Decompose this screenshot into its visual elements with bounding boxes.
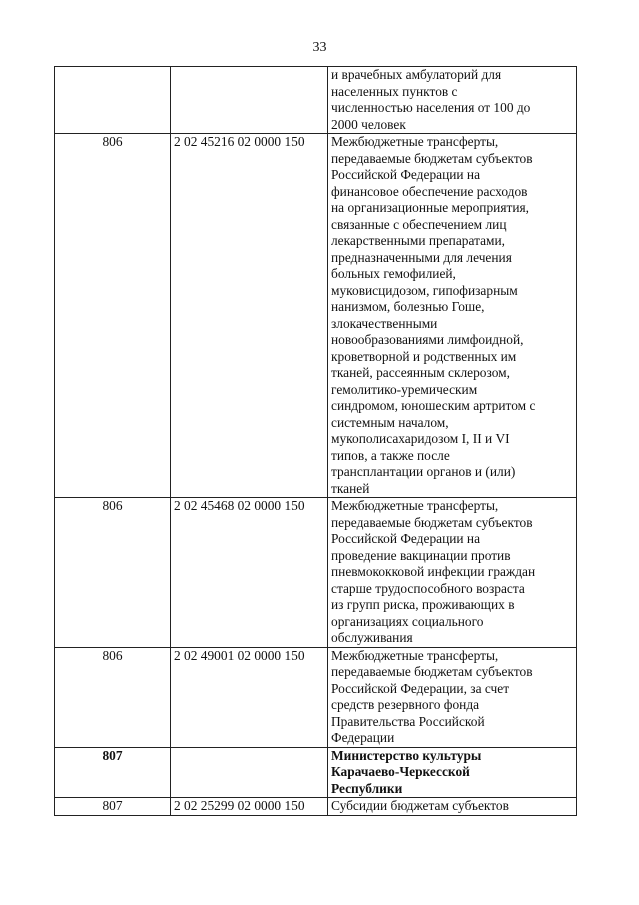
description-line: Федерации — [331, 730, 395, 745]
description-line: синдромом, юношеским артритом с — [331, 398, 536, 413]
description-line: численностью населения от 100 до — [331, 100, 531, 115]
description-line: проведение вакцинации против — [331, 547, 511, 563]
description-line: предназначенными для лечения — [331, 249, 512, 265]
description-line: средств резервного фонда — [331, 697, 480, 712]
description-line: пневмококковой инфекции граждан — [331, 564, 536, 579]
description-line: типов, а также после — [331, 447, 450, 463]
description-cell — [328, 747, 577, 798]
description-line: Межбюджетные трансферты, — [331, 647, 499, 663]
table-row — [55, 498, 577, 648]
description-line: Субсидии бюджетам субъектов — [331, 798, 509, 813]
admin-code-cell: 806 — [55, 498, 171, 648]
description-line: Межбюджетные трансферты, — [331, 498, 499, 513]
revenue-code-cell — [171, 747, 328, 798]
description-line: Республики — [331, 780, 403, 796]
revenue-code-cell: 2 02 25299 02 0000 150 — [171, 798, 328, 816]
admin-code-cell: 807 — [55, 747, 171, 798]
description-line: Правительства Российской — [331, 713, 485, 729]
description-line: системным началом, — [331, 414, 449, 430]
description-line: из групп риска, проживающих в — [331, 597, 515, 612]
description-line: мукополисахаридозом I, II и VI — [331, 431, 510, 446]
description-line: кроветворной и родственных им — [331, 348, 517, 364]
table-row — [55, 67, 577, 134]
description-cell — [328, 647, 577, 747]
description-cell — [328, 134, 577, 498]
description-line: старше трудоспособного возраста — [331, 580, 525, 596]
description-cell — [328, 798, 577, 816]
admin-code-cell: 807 — [55, 798, 171, 816]
description-line: муковисцидозом, гипофизарным — [331, 282, 518, 298]
table-body — [55, 67, 577, 816]
revenue-code-cell — [171, 67, 328, 134]
description-cell — [328, 498, 577, 648]
description-line: тканей — [331, 480, 370, 496]
description-line: Российской Федерации, за счет — [331, 680, 510, 696]
description-line: гемолитико-уремическим — [331, 381, 478, 397]
admin-code-cell: 806 — [55, 134, 171, 498]
description-line: злокачественными — [331, 315, 438, 331]
table-row — [55, 747, 577, 798]
description-line: финансовое обеспечение расходов — [331, 183, 528, 199]
revenue-code-cell: 2 02 45468 02 0000 150 — [171, 498, 328, 648]
description-line: нанизмом, болезнью Гоше, — [331, 299, 485, 314]
description-line: организациях социального — [331, 613, 484, 629]
description-line: Межбюджетные трансферты, — [331, 134, 499, 149]
description-line: новообразованиями лимфоидной, — [331, 332, 524, 347]
description-line: связанные с обеспечением лиц — [331, 216, 507, 232]
description-line: Министерство культуры — [331, 747, 482, 763]
description-line: лекарственными препаратами, — [331, 233, 506, 248]
description-line: на организационные мероприятия, — [331, 200, 530, 215]
table-row — [55, 798, 577, 816]
revenue-code-cell: 2 02 49001 02 0000 150 — [171, 647, 328, 747]
description-line: передаваемые бюджетам субъектов — [331, 514, 533, 530]
admin-code-cell: 806 — [55, 647, 171, 747]
description-line: и врачебных амбулаторий для — [331, 67, 502, 82]
table-row — [55, 134, 577, 498]
budget-classification-table — [54, 66, 577, 816]
description-line: передаваемые бюджетам субъектов — [331, 150, 533, 166]
description-line: населенных пунктов с — [331, 83, 458, 99]
revenue-code-cell: 2 02 45216 02 0000 150 — [171, 134, 328, 498]
description-line: передаваемые бюджетам субъектов — [331, 664, 533, 679]
description-line: больных гемофилией, — [331, 266, 456, 281]
admin-code-cell — [55, 67, 171, 134]
description-line: тканей, рассеянным склерозом, — [331, 365, 510, 380]
description-cell — [328, 67, 577, 134]
description-line: обслуживания — [331, 630, 413, 645]
table-row — [55, 647, 577, 747]
description-line: Карачаево-Черкесской — [331, 764, 470, 779]
description-line: трансплантации органов и (или) — [331, 464, 516, 479]
page-number: 33 — [312, 40, 327, 55]
description-line: Российской Федерации на — [331, 531, 481, 546]
description-line: Российской Федерации на — [331, 167, 481, 182]
description-line: 2000 человек — [331, 116, 406, 132]
